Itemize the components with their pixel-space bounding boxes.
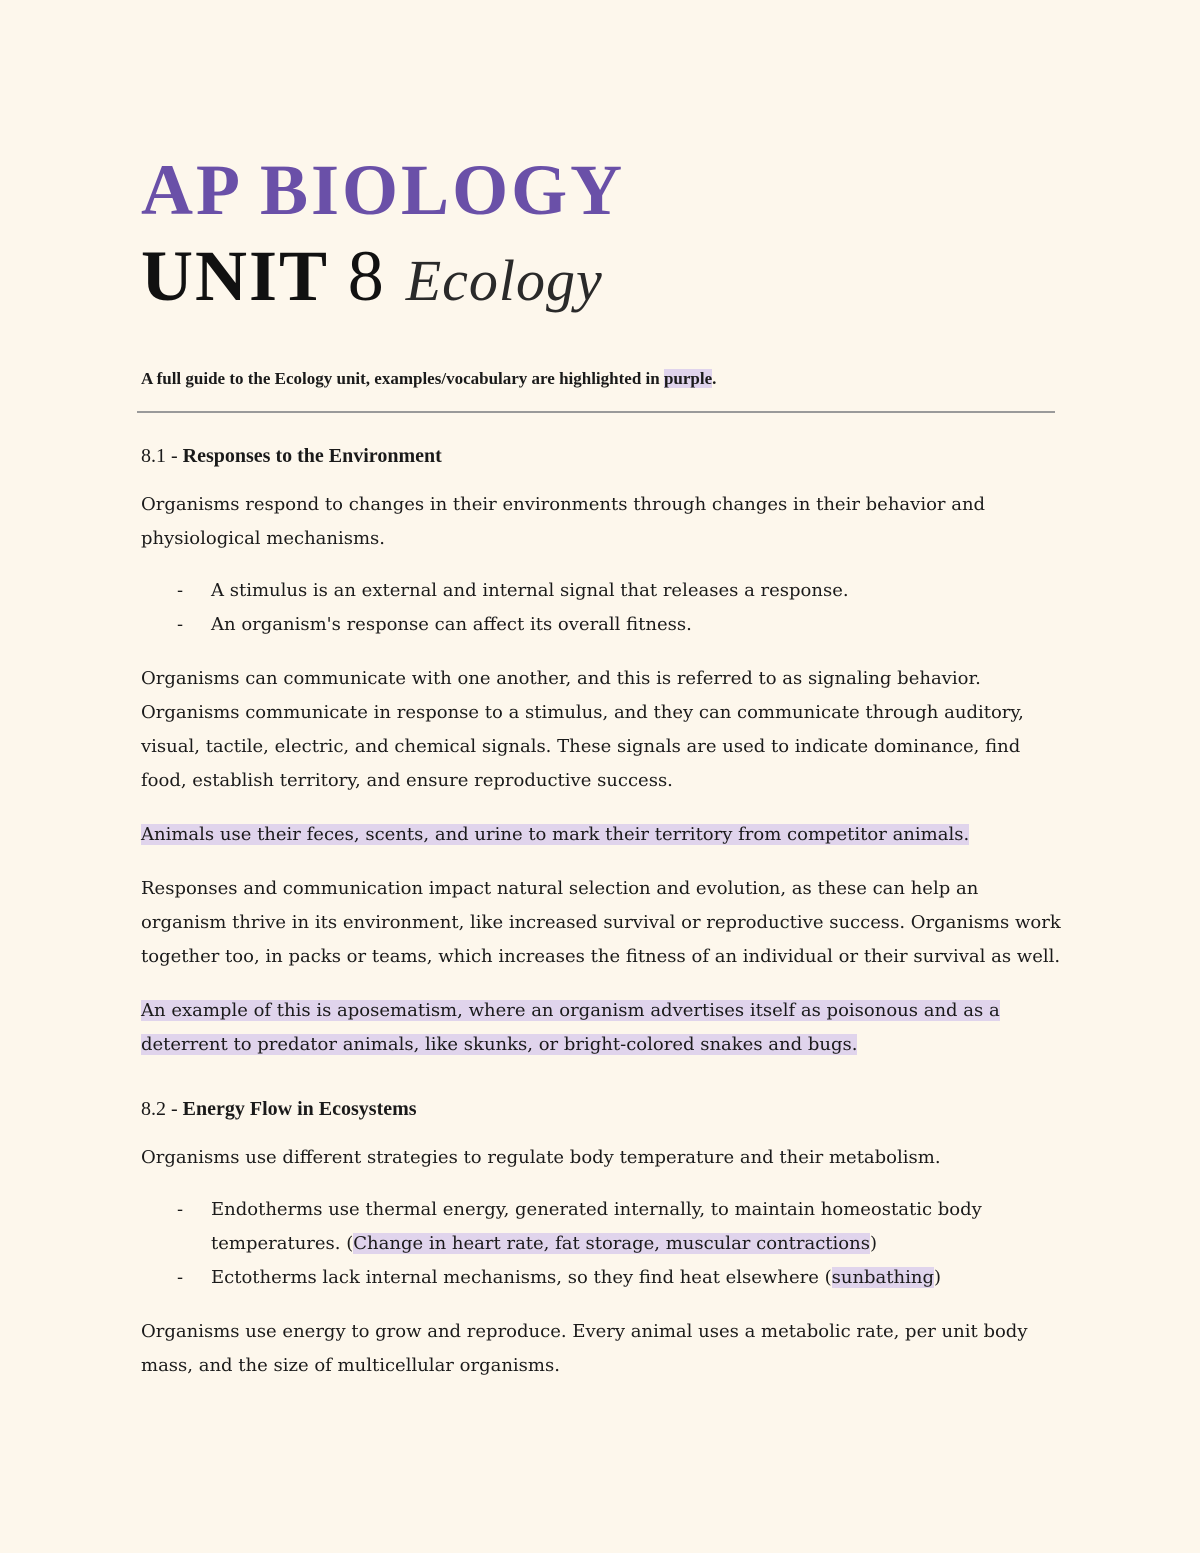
section-dash: -	[166, 1098, 183, 1120]
list-item-text: Endotherms use thermal energy, generated internally, to maintain homeostatic body temperatures. (	[211, 1199, 982, 1254]
section-heading-8-1	[141, 445, 1061, 468]
intro-line	[141, 369, 1061, 389]
highlighted-paragraph	[141, 818, 1061, 852]
bullet-list	[141, 574, 1061, 642]
paragraph: Responses and communication impact natural selection and evolution, as these can help an organism thrive in its environment, like increased survival or reproductive success. Organisms work together too, in packs or teams, which increases the fitness of an individual or their survival as well.	[141, 878, 1061, 967]
unit-number: 8	[347, 236, 386, 316]
list-item	[141, 1261, 1061, 1295]
unit-label: UNIT	[141, 236, 328, 316]
list-item: - A stimulus is an external and internal signal that releases a response.	[141, 574, 1061, 608]
intro-end: .	[712, 369, 717, 388]
horizontal-divider	[137, 411, 1055, 413]
section-title: Energy Flow in Ecosystems	[182, 1098, 417, 1120]
intro-text: A full guide to the Ecology unit, examples/vocabulary are highlighted in	[141, 369, 664, 388]
paragraph: Organisms use energy to grow and reproduce. Every animal uses a metabolic rate, per unit body mass, and the size of multicellular organisms.	[141, 1321, 1028, 1376]
highlight-text: An example of this is aposematism, where an organism advertises itself as poisonous and as a deterrent to predator animals, like skunks, or bright-colored snakes and bugs.	[141, 1000, 1000, 1055]
list-item	[141, 1193, 1061, 1261]
list-item-end: )	[933, 1267, 942, 1288]
unit-heading	[141, 236, 1061, 321]
highlight-text: Change in heart rate, fat storage, muscular contractions	[353, 1233, 870, 1254]
list-item-end: )	[869, 1233, 877, 1254]
paragraph: Organisms can communicate with one another, and this is referred to as signaling behavior. Organisms communicate in response to a stimulus, and they can communicate through auditory, visual, tactile, electric, and chemical signals. These signals are used to indicate dominance, find food, establish territory, and ensure reproductive success.	[141, 668, 1024, 791]
bullet-list	[141, 1193, 1061, 1295]
paragraph: Organisms respond to changes in their environments through changes in their behavior and physiological mechanisms.	[141, 494, 986, 549]
highlighted-paragraph	[141, 994, 1061, 1062]
document-title: AP BIOLOGY	[141, 150, 626, 230]
section-number: 8.1	[141, 445, 166, 467]
section-dash: -	[166, 445, 183, 467]
section-number: 8.2	[141, 1098, 166, 1120]
highlight-text: sunbathing	[831, 1267, 934, 1288]
highlight-text: Animals use their feces, scents, and urine to mark their territory from competitor animals.	[141, 824, 970, 845]
unit-subtitle: Ecology	[405, 248, 603, 313]
section-title: Responses to the Environment	[182, 445, 442, 467]
intro-highlight: purple	[663, 369, 713, 388]
document-page	[141, 150, 1061, 1383]
paragraph: Organisms use different strategies to regulate body temperature and their metabolism.	[141, 1147, 941, 1168]
list-item: - An organism's response can affect its overall fitness.	[141, 608, 1061, 642]
list-item-text: Ectotherms lack internal mechanisms, so they find heat elsewhere (	[211, 1267, 832, 1288]
section-heading-8-2	[141, 1098, 1061, 1121]
